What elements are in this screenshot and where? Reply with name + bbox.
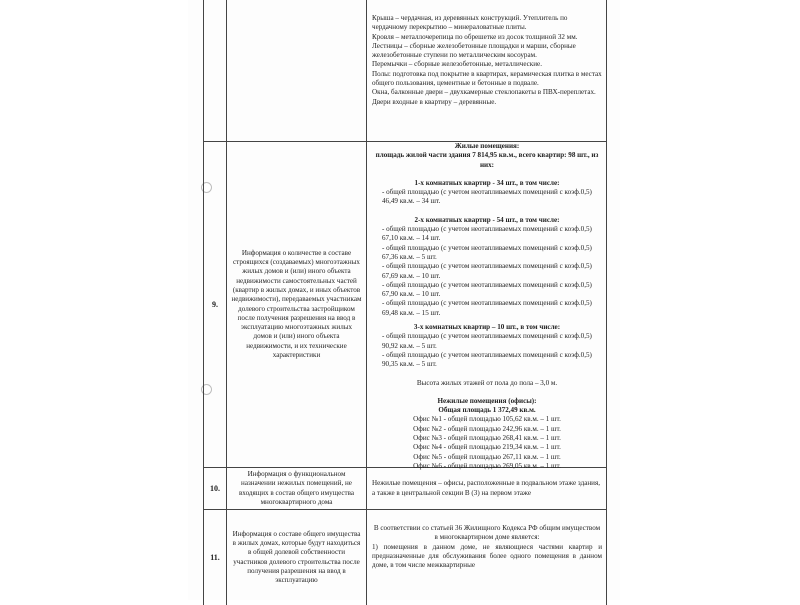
office-item: Офис №2 - общей площадью 242,96 кв.м. – 1 шт. [413,424,561,433]
row-label: Информация о количестве в составе строящихся (создаваемых) многоэтажных жилых домов и (или) иного объекта недвижимости самостоятельных частей (квартир в жилых домах, и иных объектов недвижимости), передаваемых участникам долевого строительства застройщиком после получения разрешения на ввод в эксплуатацию многоэтажных жилых домов и (или) иного объекта недвижимости, и их технические характеристики [227,142,367,467]
row-label: Информация о составе общего имущества в жилых домах, которые будут находиться в общей долевой собственности участников долевого строительства после получения разрешения на ввод в эксплуатацию [227,510,367,605]
group-title: 2-х комнатных квартир - 54 шт., в том числе: [414,215,560,224]
office-item: Офис №6 - общей площадью 269,05 кв.м. – 1 шт. [413,461,561,470]
apartment-item: - общей площадью (с учетом неотапливаемых помещений с коэф.0,5) 67,10 кв.м. – 14 шт. [382,225,592,243]
row-content [367,0,606,141]
roofing-text: Кровля – металлочерепица по обрешетке из досок толщиной 32 мм. [372,32,578,41]
apartment-item: - общей площадью (с учетом неотапливаемых помещений с коэф.0,5) 67,36 кв.м. – 5 шт. [382,243,592,261]
apartment-item: - общей площадью (с учетом неотапливаемых помещений с коэф.0,5) 67,69 кв.м. – 10 шт. [382,262,592,280]
group-title: 3-х комнатных квартир – 10 шт., в том числе: [413,323,561,332]
group-title: 1-х комнатных квартир - 34 шт., в том числе: [414,178,560,187]
row-content [367,510,606,605]
residential-heading: Жилые помещения: [454,142,520,150]
row-label: Информация о функциональном назначении нежилых помещений, не входящих в состав общего имущества многоквартирного дома [227,468,367,509]
info-table [203,0,607,605]
roof-text: Крыша – чердачная, из деревянных конструкций. Утеплитель по чердачному перекрытию – минераловатные плиты. [372,14,568,32]
apartment-item: - общей площадью (с учетом неотапливаемых помещений с коэф.0,5) 67,90 кв.м. – 10 шт. [382,280,592,299]
office-item: Офис №1 - общей площадью 105,62 кв.м. – 1 шт. [413,415,561,424]
lintels-text: Перемычки – сборные железобетонные, металлические. [372,60,542,69]
nonresidential-purpose: Нежилые помещения – офисы, расположенные в подвальном этаже здания, а также в центральной секции В (3) на первом этаже [372,479,600,497]
floor-height: Высота жилых этажей от пола до пола – 3,0 м. [416,378,558,387]
row-content [367,142,606,470]
windows-text: Окна, балконные двери – двухкамерные стеклопакеты в ПВХ-переплетах. [372,88,596,97]
office-item: Офис №5 - общей площадью 267,11 кв.м. – 1 шт. [413,452,561,461]
row-number: 9. [204,142,227,467]
apartment-item: - общей площадью (с учетом неотапливаемых помещений с коэф.0,5) 69,48 кв.м. – 15 шт. [382,299,592,317]
residential-total: площадь жилой части здания 7 814,95 кв.м., всего квартир: 98 шт., из них: [375,151,599,169]
row-number: 11. [204,510,227,605]
table-row-materials [204,0,606,142]
table-row-9 [204,142,606,468]
doors-text: Двери входные в квартиру – деревянные. [372,97,497,106]
common-property-item: 1) помещения в данном доме, не являющиеся частями квартир и предназначенные для обслуживания более одного помещения в данном доме, в том числе межквартирные [372,542,602,570]
common-property-intro: В соответствии со статьей 36 Жилищного Кодекса РФ общим имуществом в многоквартирном доме является: [373,524,601,542]
row-label [227,0,367,141]
row-content [367,468,606,509]
apartment-item: - общей площадью (с учетом неотапливаемых помещений с коэф.0,5) 90,92 кв.м. – 5 шт. [382,332,592,350]
nonresidential-total: Общая площадь 1 372,49 кв.м. [438,406,536,415]
apartment-item: - общей площадью (с учетом неотапливаемых помещений с коэф.0,5) 90,35 кв.м. – 5 шт. [382,350,592,369]
table-row-11 [204,510,606,605]
table-row-10 [204,468,606,510]
office-item: Офис №4 - общей площадью 219,34 кв.м. – 1 шт. [413,443,561,452]
apartment-item: - общей площадью (с учетом неотапливаемых помещений с коэф.0,5) 46,49 кв.м. – 34 шт. [382,188,592,206]
nonresidential-heading: Нежилые помещения (офисы): [437,396,537,405]
row-number [204,0,227,141]
stairs-text: Лестницы – сборные железобетонные площадки и марши, сборные железобетонные ступени по металлическим косоурам. [372,41,576,60]
office-item: Офис №3 - общей площадью 268,41 кв.м. – 1 шт. [413,434,561,443]
floors-text: Полы: подготовка под покрытие в квартирах, керамическая плитка в местах общего пользования, цементные и бетонные в подвале. [372,69,602,88]
row-number: 10. [204,468,227,509]
